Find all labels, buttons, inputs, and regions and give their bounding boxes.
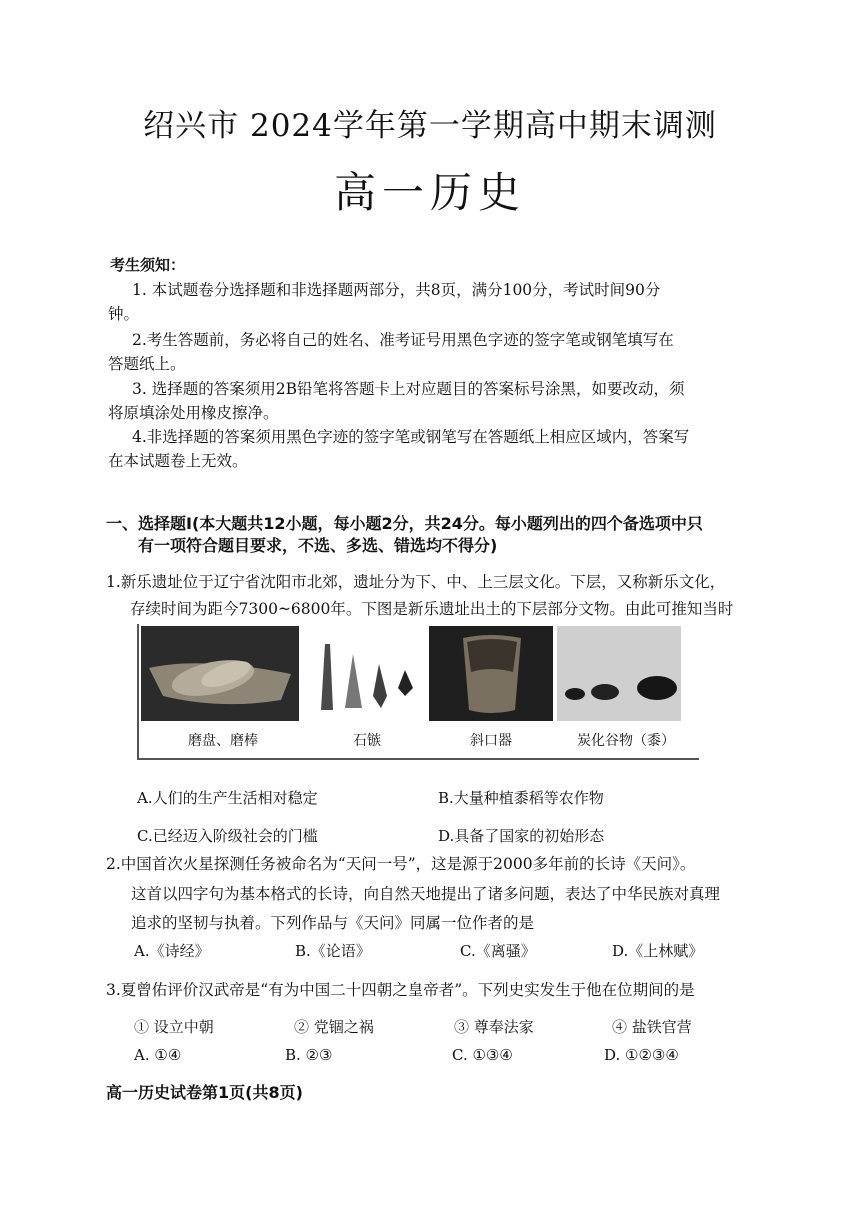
page-footer: 高一历史试卷第1页(共8页) (106, 1083, 303, 1102)
figure-caption: 石镞 (353, 733, 381, 749)
grinding-stone-image (141, 626, 299, 721)
notice-heading: 考生须知： (110, 256, 186, 274)
exam-title: 绍兴市 2024学年第一学期高中期末调测 (143, 108, 717, 144)
question-2-option-b[interactable]: B.《论语》 (295, 942, 371, 960)
notice-line: 1. 本试题卷分选择题和非选择题两部分，共8页，满分100分，考试时间90分 (132, 281, 661, 299)
notice-line: 4.非选择题的答案须用黑色字迹的签字笔或钢笔写在答题纸上相应区域内，答案写 (132, 428, 690, 446)
question-3-item: ③ 尊奉法家 (454, 1018, 534, 1036)
question-3-option-b[interactable]: B. ②③ (285, 1046, 333, 1064)
question-2-stem: 2.中国首次火星探测任务被命名为“天问一号”，这是源于2000多年前的长诗《天问》。 (106, 855, 696, 873)
question-2-stem: 这首以四字句为基本格式的长诗，向自然天地提出了诸多问题，表达了中华民族对真理 (131, 885, 721, 903)
question-3-item: ④ 盐铁官营 (612, 1018, 692, 1036)
question-2-stem: 追求的坚韧与执着。下列作品与《天问》同属一位作者的是 (131, 914, 535, 932)
section-heading-cont: 有一项符合题目要求，不选、多选、错选均不得分) (138, 536, 498, 555)
notice-line: 答题纸上。 (108, 355, 186, 373)
arrowhead-image (309, 626, 425, 721)
question-1-stem: 存续时间为距今7300~6800年。下图是新乐遗址出土的下层部分文物。由此可推知当时 (130, 600, 734, 618)
notice-line: 2.考生答题前，务必将自己的姓名、准考证号用黑色字迹的签字笔或钢笔填写在 (132, 331, 674, 349)
question-3-item: ② 党锢之祸 (294, 1018, 374, 1036)
question-1-figure (137, 624, 699, 760)
figure-caption: 斜口器 (470, 733, 512, 749)
question-3-option-a[interactable]: A. ①④ (134, 1046, 182, 1064)
question-2-option-d[interactable]: D.《上林赋》 (612, 942, 704, 960)
question-3-option-d[interactable]: D. ①②③④ (604, 1046, 679, 1064)
notice-line: 在本试题卷上无效。 (108, 452, 248, 470)
carbonized-grain-image (557, 626, 681, 721)
question-1-option-a[interactable]: A.人们的生产生活相对稳定 (137, 789, 318, 807)
notice-line: 钟。 (108, 305, 140, 323)
exam-subject: 高一历史 (333, 168, 526, 217)
question-1-option-b[interactable]: B.大量种植黍稻等农作物 (438, 789, 604, 807)
question-3-stem: 3.夏曾佑评价汉武帝是“有为中国二十四朝之皇帝者”。下列史实发生于他在位期间的是 (106, 981, 695, 999)
question-1-stem: 1.新乐遗址位于辽宁省沈阳市北郊，遗址分为下、中、上三层文化。下层，又称新乐文化， (106, 573, 726, 591)
section-heading: 一、选择题Ⅰ(本大题共12小题，每小题2分，共24分。每小题列出的四个备选项中只 (106, 514, 703, 533)
figure-caption: 磨盘、磨棒 (188, 733, 258, 749)
question-2-option-a[interactable]: A.《诗经》 (134, 942, 210, 960)
notice-line: 3. 选择题的答案须用2B铅笔将答题卡上对应题目的答案标号涂黑，如要改动，须 (132, 380, 685, 398)
figure-caption: 炭化谷物（黍） (577, 733, 675, 749)
question-1-option-d[interactable]: D.具备了国家的初始形态 (438, 827, 605, 845)
question-3-option-c[interactable]: C. ①③④ (452, 1046, 513, 1064)
question-1-option-c[interactable]: C.已经迈入阶级社会的门槛 (137, 827, 318, 845)
slanted-vessel-image (429, 626, 553, 721)
question-2-option-c[interactable]: C.《离骚》 (460, 942, 536, 960)
notice-line: 将原填涂处用橡皮擦净。 (108, 404, 279, 422)
question-3-item: ① 设立中朝 (134, 1018, 214, 1036)
